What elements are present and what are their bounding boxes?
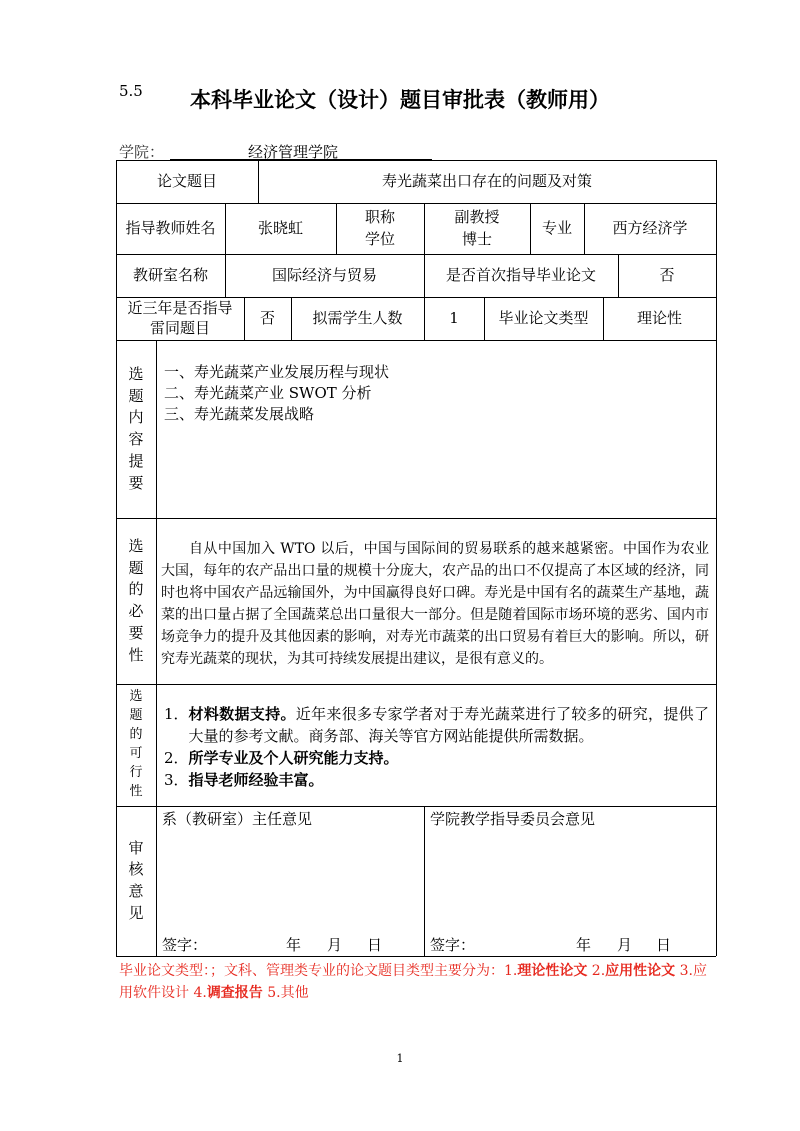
- feasibility-label-char: 的: [129, 727, 143, 743]
- feasibility-item-title: 指导老师经验丰富。: [188, 771, 324, 789]
- feasibility-item-text: 近年来很多专家学者对于寿光蔬菜进行了较多的研究，提供了大量的参考文献。商务部、海关等官方网站能提供所需数据。: [188, 705, 709, 745]
- feasibility-item: [164, 747, 709, 769]
- summary-label-char: 要: [128, 473, 144, 492]
- dept-sign-year: 年: [286, 936, 302, 954]
- footnote-num: 2.: [587, 963, 606, 979]
- advisor-value: 张晓虹: [257, 218, 303, 237]
- committee-sign-label: 签字：: [430, 936, 476, 954]
- title-value: [424, 203, 530, 254]
- topic-value: 寿光蔬菜出口存在的问题及对策: [381, 171, 592, 190]
- footnote-type: 应用软件设计: [119, 963, 707, 1001]
- title-value-line2: 博士: [461, 229, 492, 248]
- summary-label: [116, 340, 156, 518]
- first-time-value: 否: [659, 265, 675, 284]
- review-label-char: 核: [128, 860, 144, 879]
- feasibility-label-char: 行: [129, 764, 143, 780]
- dept-sign-day: 日: [367, 936, 383, 954]
- similar-label-line1: 近三年是否指导: [127, 299, 233, 317]
- students-value: 1: [449, 308, 459, 327]
- footnote-text: ；文科、管理类专业的论文题目类型主要分为：: [210, 963, 504, 979]
- summary-item: 二、寿光蔬菜产业 SWOT 分析: [164, 384, 372, 402]
- thesis-type-value: 理论性: [636, 308, 682, 327]
- page-title: 本科毕业论文（设计）题目审批表（教师用）: [190, 87, 610, 112]
- topic-label: 论文题目: [156, 171, 217, 190]
- footnote-num: 1.: [504, 963, 518, 979]
- footnote-type: 理论性论文: [517, 963, 588, 979]
- summary-label-char: 选: [128, 364, 144, 383]
- major-label: 专业: [541, 218, 572, 237]
- necessity-label-char: 的: [128, 580, 144, 599]
- thesis-type-footnote: [119, 960, 719, 1004]
- necessity-label-char: 题: [128, 558, 144, 577]
- review-label-char: 意: [128, 882, 144, 900]
- summary-label-char: 容: [128, 430, 144, 448]
- advisor-label: 指导教师姓名: [125, 218, 216, 237]
- committee-sign-day: 日: [656, 936, 672, 954]
- footnote-num: 4.: [189, 985, 207, 1001]
- page-number: 1: [396, 1052, 404, 1065]
- footnote-num: 3.: [675, 963, 693, 979]
- review-label: [116, 806, 156, 956]
- feasibility-item-number: 3．: [164, 771, 189, 789]
- feasibility-label-char: 题: [129, 708, 143, 724]
- feasibility-item-title: 所学专业及个人研究能力支持。: [188, 749, 399, 767]
- committee-opinion-label: 学院教学指导委员会意见: [430, 810, 596, 828]
- summary-label-char: 题: [128, 386, 144, 405]
- footnote-type: 5.其他: [262, 985, 309, 1001]
- summary-label-char: 提: [128, 451, 144, 470]
- students-label: 拟需学生人数: [312, 308, 403, 327]
- dept-sign-label: 签字：: [162, 936, 208, 954]
- summary-label-char: 内: [128, 408, 144, 427]
- feasibility-item: [164, 769, 709, 791]
- necessity-label: [116, 518, 156, 684]
- footnote-prefix: 毕业论文类型：: [119, 963, 210, 979]
- summary-list: [164, 362, 389, 425]
- feasibility-list: [164, 703, 709, 791]
- thesis-type-label: 毕业论文类型: [498, 308, 589, 327]
- committee-sign-month: 月: [617, 936, 633, 954]
- doc-number: 5.5: [119, 82, 143, 100]
- committee-sign-year: 年: [576, 936, 592, 954]
- feasibility-item-title: 材料数据支持。: [188, 705, 296, 723]
- footnote-type: 调查报告: [206, 985, 263, 1001]
- first-time-label: 是否首次指导毕业论文: [445, 265, 596, 284]
- major-value: 西方经济学: [612, 218, 688, 237]
- feasibility-label-char: 选: [129, 689, 143, 705]
- necessity-label-char: 性: [128, 645, 144, 664]
- similar-topic-value: 否: [259, 308, 275, 327]
- feasibility-label-char: 性: [129, 783, 143, 799]
- summary-item: 三、寿光蔬菜发展战略: [164, 405, 315, 423]
- necessity-label-char: 选: [128, 536, 144, 555]
- similar-label-line2: 雷同题目: [149, 318, 210, 337]
- college-value: 经济管理学院: [248, 143, 339, 161]
- feasibility-item-number: 2．: [164, 749, 189, 767]
- feasibility-item-number: 1．: [164, 705, 189, 723]
- summary-item: 一、寿光蔬菜产业发展历程与现状: [164, 363, 390, 381]
- college-label: 学院：: [119, 143, 165, 161]
- college-field: [170, 141, 432, 160]
- feasibility-item: [164, 703, 709, 747]
- dept-label: 教研室名称: [132, 265, 208, 284]
- review-label-char: 见: [128, 903, 144, 922]
- footnote-type: 应用性论文: [605, 963, 676, 979]
- similar-topic-label: [116, 297, 244, 340]
- feasibility-label-char: 可: [129, 746, 143, 761]
- title-value-line1: 副教授: [454, 207, 500, 226]
- dept-sign-month: 月: [327, 936, 343, 954]
- dept-value: 国际经济与贸易: [271, 265, 377, 284]
- necessity-text: 自从中国加入 WTO 以后，中国与国际间的贸易联系的越来越紧密。中国作为农业大国，每年的农产品出口量的规模十分庞大，农产品的出口不仅提高了本区域的经济，同时也将中国农产品远输国外，为中国赢得良好口碑。寿光是中国有名的蔬菜生产基地，蔬菜的出口量占据了全国蔬菜总出口量很大一部分。但是随着国际市场环境的恶劣、国内市场竞争力的提升及其他因素的影响，对寿光市蔬菜的出口贸易有着巨大的影响。所以，研究寿光蔬菜的现状，为其可持续发展提出建议，是很有意义的。: [161, 541, 709, 667]
- title-label: [336, 203, 424, 254]
- dept-opinion-label: 系（教研室）主任意见: [162, 810, 313, 828]
- title-label-line2: 学位: [364, 229, 395, 248]
- necessity-label-char: 要: [128, 623, 144, 642]
- title-label-line1: 职称: [364, 207, 395, 226]
- necessity-label-char: 必: [128, 602, 144, 620]
- review-label-char: 审: [128, 838, 144, 857]
- feasibility-label: [116, 684, 156, 806]
